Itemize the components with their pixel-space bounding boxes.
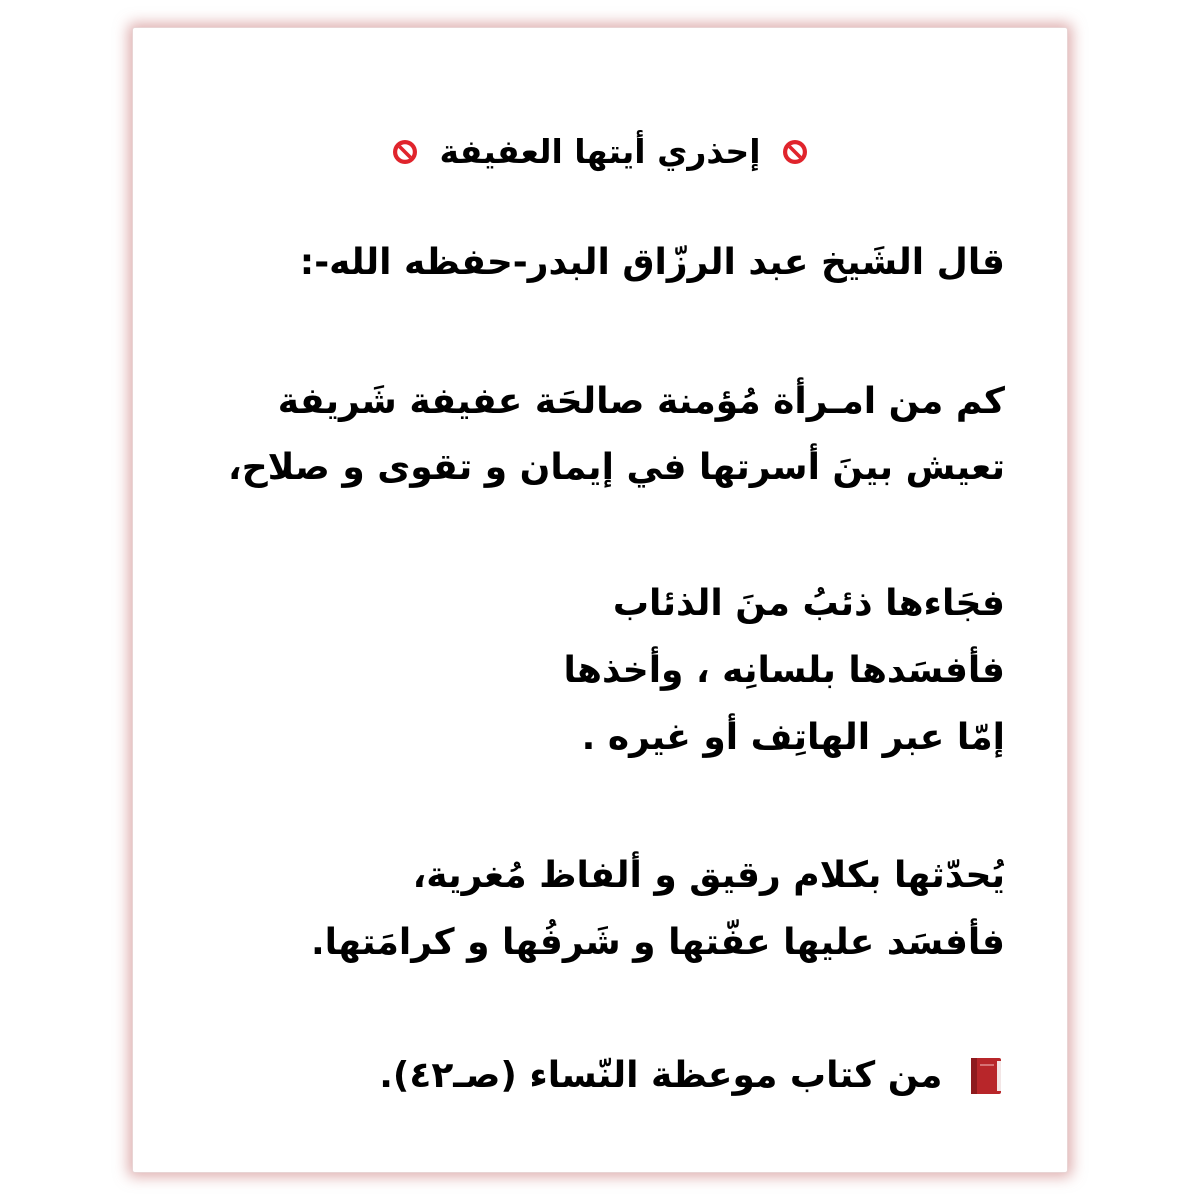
paragraph-2-line-1: فجَاءها ذئبُ منَ الذئاب	[612, 583, 1005, 624]
paragraph-1-line-1: كم من امـرأة مُؤمنة صالحَة عفيفة شَريفة	[277, 381, 1005, 422]
attribution: قال الشَيخ عبد الرزّاق البدر-حفظه الله-:	[299, 242, 1005, 283]
paragraph-3-line-2: فأفسَد عليها عفّتها و شَرفُها و كرامَتها.	[310, 922, 1005, 963]
paragraph-2-line-2: فأفسَدها بلسانِه ، وأخذها	[563, 650, 1005, 691]
no-entry-icon	[782, 139, 808, 165]
paragraph-2-line-3: إمّا عبر الهاتِف أو غيره .	[581, 717, 1005, 758]
quote-card	[133, 28, 1067, 1172]
title-line	[133, 130, 1067, 171]
paragraph-3-line-1: يُحدّثها بكلام رقيق و ألفاظ مُغرية،	[412, 855, 1005, 896]
source-line	[173, 1053, 1005, 1098]
source-citation: من كتاب موعظة النّساء (صـ٤٢).	[379, 1055, 943, 1097]
page-title: إحذري أيتها العفيفة	[439, 131, 761, 171]
no-entry-icon	[392, 139, 418, 165]
book-icon	[969, 1056, 1005, 1096]
paragraph-1-line-2: تعيش بينَ أسرتها في إيمان و تقوى و صلاح،	[228, 447, 1005, 488]
